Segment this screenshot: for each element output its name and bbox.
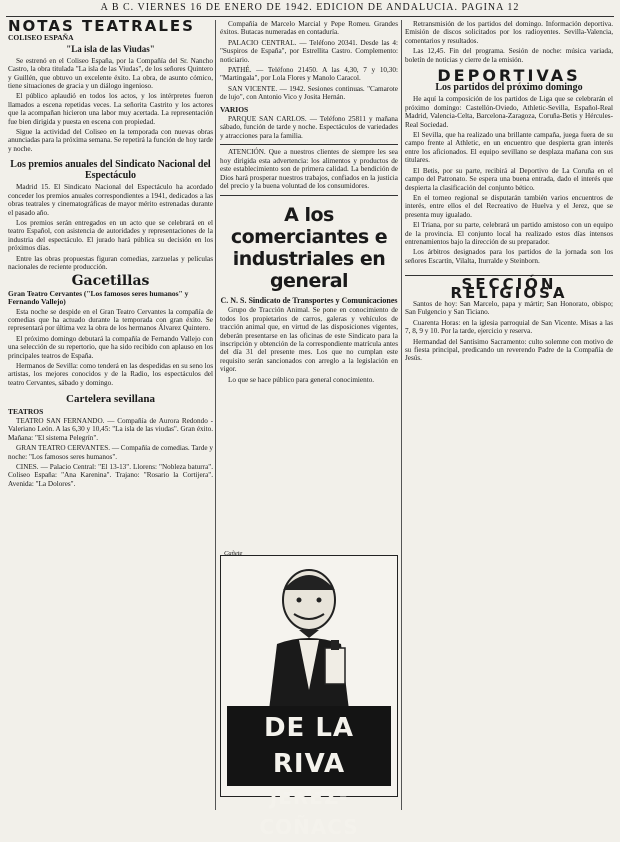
article-paragraph: Entre las obras propuestas figuran comedias, zarzuelas y películas nacionales de reciente producción.	[8, 254, 213, 271]
article-paragraph: El público aplaudió en todos los actos, y los intérpretes fueron llamados a escena repetidas veces. La señorita Castrito y los actores que la acompañan hicieron una labor muy acertada. La representación fue bien dirigida y puesta en escena con propiedad.	[8, 92, 213, 126]
ad-organization: C. N. S. Sindicato de Transportes y Comunicaciones	[220, 296, 398, 306]
article-paragraph: CINES. — Palacio Central: "El 13-13". Llorens: "Nobleza baturra". Coliseo España: "Ana Karenina". Trajano: "Rosario la Cortijera". Avenida: "La Dolores".	[8, 463, 213, 488]
sports-paragraph: El Betis, por su parte, recibirá al Deportivo de La Coruña en el campo del Patronato. Se espera una buena entrada, dado el interés que despierta la clasificación del conjunto bético.	[405, 166, 613, 192]
waiter-illustration	[249, 560, 369, 710]
column-divider	[215, 20, 216, 810]
article-paragraph: El próximo domingo debutará la compañía de Fernando Vallejo con una selección de su repertorio, que ha sido recibido con aplauso en los principales teatros de España.	[8, 334, 213, 360]
article-paragraph: Los premios serán entregados en un acto que se celebrará en el teatro Español, con asistencia de autoridades y representaciones de la industria del espectáculo. El jurado hará pública su decisión en los próximos días.	[8, 218, 213, 253]
notice-box	[220, 144, 398, 196]
column-divider	[401, 20, 402, 810]
column-middle	[220, 20, 398, 839]
listing-paragraph: PARQUE SAN CARLOS. — Teléfono 25811 y mañana sábado, función de tarde y noche. Espectáculos de variedades y atracciones para la familia.	[220, 115, 398, 140]
gacetillas-subheading: Gran Teatro Cervantes ("Los famosos seres humanos" y Fernando Vallejo)	[8, 288, 189, 307]
listing-paragraph: Compañía de Marcelo Marcial y Pepe Romeu. Grandes éxitos. Butacas numeradas en contaduría.	[220, 20, 398, 37]
ad-body-paragraph: Grupo de Tracción Animal. Se pone en conocimiento de todos los propietarios de carros, galeras y vehículos de tracción animal que, en virtud de las disposiciones vigentes, deberán presentarse en las oficinas de este Sindicato para la inscripción y obtención de la correspondiente matrícula antes del día 31 del presente mes. Los que no cumplan este requisito serán sancionados con arreglo a la legislación en vigor.	[220, 306, 398, 374]
sports-paragraph: He aquí la composición de los partidos de Liga que se celebrarán el próximo domingo: Castellón-Oviedo, Athletic-Sevilla, Español-Real Madrid, Valencia-Celta, Barcelona-Zaragoza, Coruña-Betis y Hércules-Real Sociedad.	[405, 95, 613, 129]
column-theatre	[8, 17, 213, 812]
sports-subheading: Los partidos del próximo domingo	[435, 82, 583, 94]
coliseo-play-title: "La isla de las Viudas"	[66, 43, 155, 54]
sports-paragraph: El Triana, por su parte, celebrará un partido amistoso con un equipo de la provincia. El conjunto local ha realizado estos días intensos entrenamientos bajo la dirección de su preparador.	[405, 221, 613, 246]
cartelera-subheading: TEATROS	[8, 406, 44, 416]
sports-section-title: DEPORTIVAS	[437, 66, 581, 86]
brand-name: DE LA RIVA	[263, 713, 355, 779]
page-header: A B C. VIERNES 16 DE ENERO DE 1942. EDICION DE ANDALUCIA. PAGINA 12	[6, 2, 614, 17]
listing-paragraph: PATHÉ. — Teléfono 21450. A las 4,30, 7 y 10,30: "Martingala", por Lola Flores y Manolo Caracol.	[220, 66, 398, 83]
article-paragraph: GRAN TEATRO CERVANTES. — Compañía de comedias. Tarde y noche: "Los famosos seres humanos".	[8, 444, 213, 461]
sports-paragraph: El Sevilla, que ha realizado una brillante campaña, juega fuera de su campo frente al Athletic, en un encuentro que despierta gran interés entre los aficionados. El equipo sevillano se desplaza mañana con sus titulares.	[405, 131, 613, 165]
article-paragraph: Hermanos de Sevilla: como tenderá en las despedidas en su seno los artistas, los mejores conocidos y de la Radio, los espectáculos del teatro Cervantes, sábado y domingo.	[8, 362, 213, 387]
varios-heading: VARIOS	[220, 104, 249, 114]
gacetillas-heading: Gacetillas	[71, 273, 150, 290]
radio-paragraph: Retransmisión de los partidos del domingo. Información deportiva. Emisión de discos solicitados por los radioyentes. Sevilla-Valencia, comentarios y resultados.	[405, 20, 613, 45]
premios-heading: Los premios anuales del Sindicato Nacional del Espectáculo	[10, 159, 211, 182]
ad-signature: Cañete	[224, 550, 243, 557]
article-paragraph: Madrid 15. El Sindicato Nacional del Espectáculo ha acordado conceder los premios anuales correspondientes a 1941, dedicados a las obras teatrales y cinematográficas de mayor mérito estrenadas durante el pasado año.	[8, 183, 213, 217]
article-paragraph: Sigue la actividad del Coliseo en la temporada con nuevas obras anunciadas para la próxima semana. Se repetirá la función de hoy tarde y noche.	[8, 128, 213, 153]
sports-paragraph: Los árbitros designados para los partidos de la jornada son los señores Escartín, Vilalta, Iturralde y Steinborn.	[405, 248, 613, 265]
article-paragraph: Se estrenó en el Coliseo España, por la Compañía del Sr. Nancho Castro, la obra titulada "La isla de las Viudas", de los señores Quintero y Guillén, que obtuvo un excelente éxito. La obra, de asunto cómico, tiene situaciones de gracia y un diálogo ingenioso.	[8, 56, 213, 91]
column-sports	[405, 20, 613, 812]
notice-text: ATENCIÓN. Que a nuestros clientes de siempre les sea hoy dirigida esta advertencia: los alimentos y productos de este establecimiento son de primera calidad. La bendición de Dios hará prosperar nuestros trabajos, confiados en la justicia del precio y la buena voluntad de los consumidores.	[220, 148, 398, 190]
brand-band	[227, 706, 391, 839]
cartelera-heading: Cartelera sevillana	[66, 393, 155, 406]
listing-paragraph: PALACIO CENTRAL. — Teléfono 20341. Desde las 4: "Suspiros de España", por Estrellita Castro. Complemento: noticiario.	[220, 38, 398, 64]
cognac-advertisement	[220, 555, 398, 839]
section-title-theatre: NOTAS TEATRALES	[8, 17, 195, 35]
sports-paragraph: En el torneo regional se disputarán también varios encuentros de interés, entre ellos el del Recreativo de Huelva y el Jerez, que se presenta muy igualado.	[405, 193, 613, 219]
brand-product: JEREZ-COÑACS	[259, 785, 359, 839]
religious-paragraph: Cuarenta Horas: en la iglesia parroquial de San Vicente. Misas a las 7, 8, 9 y 10. Por la tarde, ejercicio y reserva.	[405, 318, 613, 336]
religious-paragraph: Hermandad del Santísimo Sacramento: culto solemne con motivo de su fiesta principal, predicando un reverendo Padre de la Compañía de Jesús.	[405, 337, 613, 363]
article-paragraph: TEATRO SAN FERNANDO. — Compañía de Aurora Redondo - Valeriano León. A las 6,30 y 10,45: "La isla de las viudas". Gran éxito. Mañana: "El sistema Pelegrín".	[8, 417, 213, 442]
ad-body-paragraph: Lo que se hace público para general conocimiento.	[228, 375, 375, 384]
radio-paragraph: Las 12,45. Fin del programa. Sesión de noche: música variada, boletín de noticias y cierre de la emisión.	[405, 47, 613, 64]
article-paragraph: Esta noche se despide en el Gran Teatro Cervantes la compañía de comedias que ha actuado durante la temporada con gran éxito. Se representará por última vez la obra de los hermanos Álvarez Quintero.	[8, 307, 213, 333]
coliseo-heading: COLISEO ESPAÑA	[8, 33, 74, 43]
listing-paragraph: SAN VICENTE. — 1942. Sesiones continuas. "Camarote de lujo", con Antonio Vico y Josita Hernán.	[220, 84, 398, 102]
ad-headline: A los comerciantes e industriales en general	[230, 204, 388, 293]
religious-section-title: SECCIÓN RELIGIOSA	[405, 275, 613, 297]
religious-paragraph: Santos de hoy: San Marcelo, papa y mártir; San Honorato, obispo; San Fulgencio y San Ticiano.	[405, 299, 613, 317]
